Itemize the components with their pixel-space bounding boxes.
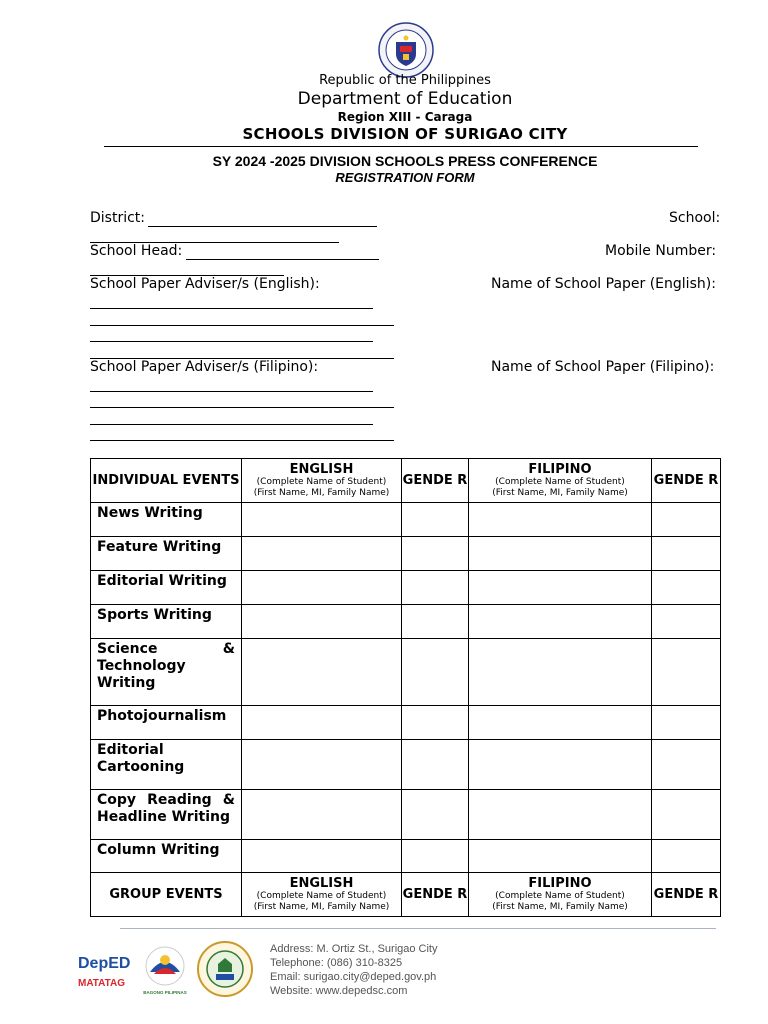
- division-seal-icon: [196, 940, 254, 998]
- gender-header: GENDE R: [402, 459, 469, 503]
- gender-cell[interactable]: [652, 639, 721, 706]
- table-row: [91, 790, 721, 840]
- adviser-english-line[interactable]: [90, 325, 394, 326]
- event-name: Feature Writing: [91, 537, 242, 571]
- deped-seal-icon: [378, 22, 434, 78]
- table-row: [91, 840, 721, 873]
- filipino-student-cell[interactable]: [469, 740, 652, 790]
- gender-cell[interactable]: [402, 537, 469, 571]
- table-row: [91, 740, 721, 790]
- event-name: Science & Technology Writing: [91, 639, 242, 706]
- table-row: [91, 639, 721, 706]
- gender-cell[interactable]: [652, 537, 721, 571]
- filipino-student-cell[interactable]: [469, 840, 652, 873]
- table-row: [91, 571, 721, 605]
- school-label: School:: [669, 210, 721, 226]
- english-note-line2: (First Name, MI, Family Name): [253, 902, 390, 912]
- event-name: Editorial Cartooning: [91, 740, 242, 790]
- event-name: Column Writing: [91, 840, 242, 873]
- group-header-row: [91, 873, 721, 917]
- filipino-student-cell[interactable]: [469, 571, 652, 605]
- table-row: [91, 537, 721, 571]
- adviser-filipino-label: School Paper Adviser/s (Filipino):: [90, 359, 319, 375]
- gender-cell[interactable]: [652, 706, 721, 740]
- english-student-cell[interactable]: [242, 706, 402, 740]
- event-name: Copy Reading & Headline Writing: [91, 790, 242, 840]
- english-note-line1: (Complete Name of Student): [256, 477, 387, 487]
- filipino-student-cell[interactable]: [469, 605, 652, 639]
- table-row: [91, 605, 721, 639]
- region-heading: Region XIII - Caraga: [337, 110, 473, 124]
- gender-cell[interactable]: [402, 740, 469, 790]
- district-line[interactable]: [148, 226, 377, 227]
- footer-email[interactable]: Email: surigao.city@deped.gov.ph: [270, 971, 437, 983]
- gender-cell[interactable]: [402, 639, 469, 706]
- bagong-pilipinas-logo-icon: [140, 944, 190, 996]
- form-title: SY 2024 -2025 DIVISION SCHOOLS PRESS CONFERENCE: [212, 153, 598, 169]
- header-divider: [104, 146, 698, 147]
- english-student-cell[interactable]: [242, 790, 402, 840]
- gender-cell[interactable]: [652, 503, 721, 537]
- footer-website[interactable]: Website: www.depedsc.com: [270, 985, 408, 997]
- footer-contact: [270, 942, 438, 998]
- english-note-line2: (First Name, MI, Family Name): [253, 488, 390, 498]
- event-name: Photojournalism: [91, 706, 242, 740]
- gender-cell[interactable]: [402, 571, 469, 605]
- gender-cell[interactable]: [402, 840, 469, 873]
- adviser-filipino-line[interactable]: [90, 407, 394, 408]
- english-student-cell[interactable]: [242, 571, 402, 605]
- filipino-student-cell[interactable]: [469, 503, 652, 537]
- gender-cell[interactable]: [652, 605, 721, 639]
- group-events-header: GROUP EVENTS: [91, 873, 242, 917]
- english-student-cell[interactable]: [242, 840, 402, 873]
- department-heading: Department of Education: [297, 89, 513, 109]
- filipino-note-line2: (First Name, MI, Family Name): [492, 902, 628, 912]
- gender-cell[interactable]: [402, 605, 469, 639]
- district-label: District:: [90, 210, 146, 226]
- filipino-student-cell[interactable]: [469, 537, 652, 571]
- event-name: News Writing: [91, 503, 242, 537]
- gender-header: GENDE R: [402, 873, 469, 917]
- english-header: [242, 873, 402, 917]
- filipino-header-label: FILIPINO: [528, 462, 592, 477]
- filipino-student-cell[interactable]: [469, 790, 652, 840]
- school-head-line[interactable]: [186, 259, 379, 260]
- english-header-label: ENGLISH: [289, 462, 354, 477]
- table-row: [91, 503, 721, 537]
- form-subtitle: REGISTRATION FORM: [335, 170, 475, 185]
- adviser-english-label: School Paper Adviser/s (English):: [90, 276, 320, 292]
- paper-filipino-label: Name of School Paper (Filipino):: [491, 359, 715, 375]
- gender-cell[interactable]: [402, 706, 469, 740]
- english-student-cell[interactable]: [242, 740, 402, 790]
- adviser-english-line[interactable]: [90, 308, 373, 309]
- adviser-filipino-line[interactable]: [90, 391, 373, 392]
- event-name: Sports Writing: [91, 605, 242, 639]
- english-student-cell[interactable]: [242, 639, 402, 706]
- matatag-logo-text: MATATAG: [78, 978, 126, 989]
- gender-cell[interactable]: [402, 790, 469, 840]
- filipino-note-line1: (Complete Name of Student): [495, 477, 625, 487]
- filipino-note-line1: (Complete Name of Student): [495, 891, 625, 901]
- english-student-cell[interactable]: [242, 503, 402, 537]
- filipino-header: [469, 459, 652, 503]
- gender-cell[interactable]: [652, 571, 721, 605]
- gender-header: GENDE R: [652, 459, 721, 503]
- filipino-student-cell[interactable]: [469, 706, 652, 740]
- english-student-cell[interactable]: [242, 537, 402, 571]
- filipino-header: [469, 873, 652, 917]
- individual-events-header: INDIVIDUAL EVENTS: [91, 459, 242, 503]
- english-header-label: ENGLISH: [289, 876, 354, 891]
- english-note-line1: (Complete Name of Student): [256, 891, 387, 901]
- footer-telephone: Telephone: (086) 310-8325: [270, 957, 403, 969]
- english-student-cell[interactable]: [242, 605, 402, 639]
- event-name: Editorial Writing: [91, 571, 242, 605]
- division-heading: SCHOOLS DIVISION OF SURIGAO CITY: [242, 125, 568, 143]
- registration-table: [90, 458, 721, 917]
- adviser-filipino-line[interactable]: [90, 440, 394, 441]
- table-header-row: [91, 459, 721, 503]
- gender-header: GENDE R: [652, 873, 721, 917]
- filipino-note-line2: (First Name, MI, Family Name): [492, 488, 628, 498]
- footer-address: Address: M. Ortiz St., Surigao City: [270, 943, 438, 955]
- filipino-student-cell[interactable]: [469, 639, 652, 706]
- adviser-english-line[interactable]: [90, 341, 373, 342]
- footer-divider: [120, 928, 716, 929]
- republic-heading: Republic of the Philippines: [319, 73, 491, 88]
- gender-cell[interactable]: [652, 840, 721, 873]
- paper-english-label: Name of School Paper (English):: [491, 276, 716, 292]
- mobile-number-label: Mobile Number:: [605, 243, 717, 259]
- filipino-header-label: FILIPINO: [528, 876, 592, 891]
- table-row: [91, 706, 721, 740]
- gender-cell[interactable]: [652, 790, 721, 840]
- bagong-pilipinas-logo-text: BAGONG PILIPINAS: [143, 990, 187, 995]
- gender-cell[interactable]: [402, 503, 469, 537]
- english-header: [242, 459, 402, 503]
- school-head-label: School Head:: [90, 243, 183, 259]
- gender-cell[interactable]: [652, 740, 721, 790]
- adviser-filipino-line[interactable]: [90, 424, 373, 425]
- deped-matatag-logo-icon: [74, 944, 136, 994]
- deped-logo-text: DepED: [78, 955, 131, 972]
